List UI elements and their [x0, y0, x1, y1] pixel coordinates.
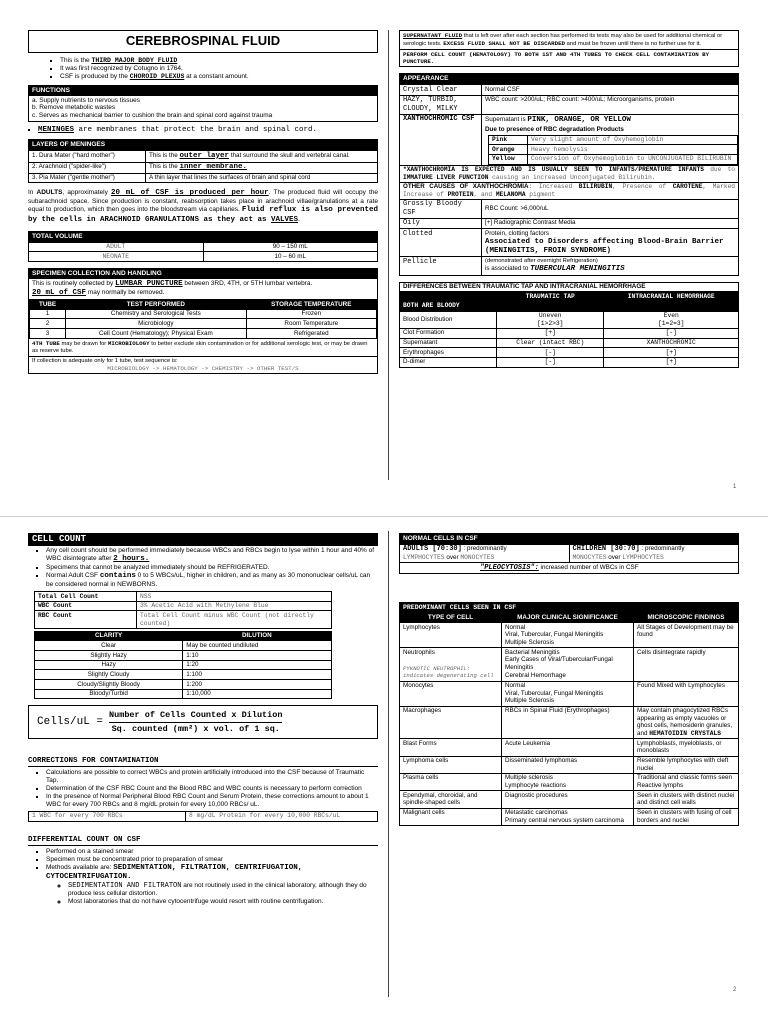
table-row: HAZY, TURBID, CLOUDY, MILKY WBC count: >200/uL; RBC count: >400/uL; Microorganisms, protein [400, 95, 739, 114]
table-row: XANTHOCHROMIC CSF Supernatant is PINK, ORANGE, OR YELLOW Due to presence of RBC degradation Products Pink Very slight amount of Oxyhemoglobin Orange Heavy hemolysis Yellow Conversion of Oxyhemoglobin to UNCONJUGATED BILIRUBIN [400, 114, 739, 165]
column-divider [388, 531, 389, 997]
differential-header: DIFFERENTIAL COUNT ON CSF [28, 836, 378, 846]
fourth-tube-note: 4TH TUBE may be drawn for MICROBIOLOGY to better exclude skin contamination or for additional serologic test, or may be drawn as reserve tube. [29, 339, 377, 357]
test-sequence: If collection is adequate only for 1 tube, test sequence is: MICROBIOLOGY -> HEMATOLOGY -> CHEMISTRY -> OTHER TEST/S [32, 357, 299, 373]
table-row: Pink Very slight amount of Oxyhemoglobin [489, 135, 738, 145]
count-reagent-table [34, 591, 332, 629]
page-1 [0, 0, 768, 506]
table-row: "PLEOCYTOSIS": increased number of WBCs in CSF [400, 563, 739, 574]
table-row: Yellow Conversion of Oxyhemoglobin to UNCONJUGATED BILIRUBIN [489, 154, 738, 164]
functions-header: FUNCTIONS [29, 86, 377, 96]
table-row: Total Cell Count NSS [35, 592, 332, 602]
table-row: Neutrophils PYKNOTIC NEUTROPHIL: indicates degenerating cell Bacterial Meningitis Early Cases of Viral/Tubercular/Fungal Meningitis Cerebral Hemorrhage Cells disintegrate rapidly [400, 648, 739, 681]
table-row: Oily [+] Radiographic Contrast Media [400, 218, 739, 229]
cell-count-header: CELL COUNT [28, 533, 378, 546]
page1-right-column [399, 30, 739, 368]
table-row: 3 Cell Count (Hematology); Physical Exam Refrigerated [30, 329, 377, 339]
document-title: CEREBROSPINAL FLUID [28, 30, 378, 53]
table-row: Clotted Protein, clotting factors Associated to Disorders affecting Blood-Brain Barrier (MENINGITIS, FROIN SYNDROME) [400, 229, 739, 257]
table-row: 2 Microbiology Room Temperature [30, 319, 377, 329]
table-row: Cloudy/Slightly Bloody 1:200 [35, 680, 332, 690]
table-row: RBC Count Total Cell Count minus WBC Count (not directly counted) [35, 611, 332, 628]
page-number: 1 [733, 484, 737, 490]
table-row: Blast Forms Acute Leukemia Lymphoblasts, myeloblasts, or monoblasts [400, 739, 739, 756]
page-2 [0, 516, 768, 1025]
table-row: Hazy 1:20 [35, 660, 332, 670]
table-row: Lymphoma cells Disseminated lymphomas Resemble lymphocytes with cleft nuclei [400, 756, 739, 773]
meninges-layers-table [28, 139, 378, 183]
function-item: a. Supply nutrients to nervous tissues [32, 96, 141, 104]
table-row: Monocytes Normal Viral, Tubercular, Fungal Meningitis Multiple Sclerosis Found Mixed with Lymphocytes [400, 681, 739, 706]
functions-box [28, 85, 378, 123]
table-row: Lymphocytes Normal Viral, Tubercular, Fungal Meningitis Multiple Sclerosis All Stages of Development may be found [400, 623, 739, 648]
traumatic-tap-vs-hemorrhage-table: DIFFERENCES BETWEEN TRAUMATIC TAP AND INTRACRANIAL HEMORRHAGE TRAUMATIC TAP INTRACRANIAL HEMORRHAGE BOTH ARE BLOODY Blood Distribution Uneven [1>2>3] Even [1=2=3] Clot Formation [+] [-] Supernatant Clear (intact RBC) XANTHOCHROMIC Erythrophages [-] [+] D-dimer [-] [+] [399, 282, 739, 368]
corrections-header: CORRECTIONS FOR CONTAMINATION [28, 757, 378, 767]
adult-production-paragraph: In ADULTS, approximately 20 mL of CSF is produced per hour. The produced fluid will occupy the subarachnoid space. Since production is constant, reabsorption takes place in arachnoid villae/granulations at a rate equal to production, which then goes into the bloodstream via capillaries. Fluid reflux is also prevented by the cells in ARACHNOID GRANULATIONS as they act as VALVES. [28, 189, 378, 224]
table-row: *XANTHOCHROMIA IS EXPECTED AND IS USUALLY SEEN TO INFANTS/PREMATURE INFANTS due to IMMATURE LIVER FUNCTION causing an increased Unconjugated Bilirubin. [400, 165, 739, 182]
table-row: Orange Heavy hemolysis [489, 145, 738, 155]
predominant-cells-table: PREDOMINANT CELLS SEEN IN CSF TYPE OF CELL MAJOR CLINICAL SIGNIFICANCE MICROSCOPIC FINDINGS Lymphocytes Normal Viral, Tubercular, Fungal Meningitis Multiple Sclerosis All Stages of Development may be found Neutrophils PYKNOTIC NEUTROPHIL: indicates degenerating cell Bacterial Meningitis Early Cases of Viral/Tubercular/Fungal Meningitis Cerebral Hemorrhage Cells disintegrate rapidly Monocytes Normal Viral, Tubercular, Fungal Meningitis Multiple Sclerosis Found Mixed with Lymphocytes Macrophages RBCs in Spinal Fluid (Erythrophages) May contain phagocytized RBCs appearing as empty vacuoles or ghost cells, hemosiderin granules, and HEMATOIDIN CRYSTALS Blast Forms Acute Leukemia Lymphoblasts, myeloblasts, or monoblasts Lymphoma cells Disseminated lymphomas Resemble lymphocytes with cleft nuclei Plasma cells Multiple sclerosis Lymphocyte reactions Traditional and classic forms seen Reactive lymphs Ependymal, choroidal, and spindle-shaped cells Diagnostic procedures Seen in clusters with distinct nuclei and distinct cell walls Malignant cells Metastatic carcinomas Primary central nervous system carcinoma Seen in clusters with fusing of cell borders and nuclei [399, 602, 739, 826]
function-item: c. Serves as mechanical barrier to cushion the brain and spinal cord against trauma [32, 112, 273, 120]
table-row: Plasma cells Multiple sclerosis Lymphocyte reactions Traditional and classic forms seen Reactive lymphs [400, 773, 739, 790]
correction-ratio-table [28, 811, 378, 822]
table-row: Pellicle (demonstrated after overnight Refrigeration) is associated to TUBERCULAR MENINGITIS [400, 257, 739, 275]
intro-list [28, 57, 378, 81]
specimen-collection-box: SPECIMEN COLLECTION AND HANDLING This is routinely collected by LUMBAR PUNCTURE between 3RD, 4TH, or 5TH lumbar vertebra. 20 mL of CSF may normally be removed. TUBE TEST PERFORMED STORAGE TEMPERATURE 1 Chemistry and Serological Tests Frozen 2 Microbiology Room Temperature 3 Cell Count (Hematology); Physical Exam Refrigerated 4TH TUBE may be drawn for MICROBIOLOGY to better exclude skin contamination or for additional serologic test, or may be drawn as reserve tube. If collection is adequate only for 1 tube, test sequence is: MICROBIOLOGY -> HEMATOLOGY -> CHEMISTRY -> OTHER TEST/S [28, 268, 378, 374]
table-row: Grossly Bloody CSF RBC Count: >6,000/uL [400, 199, 739, 218]
total-volume-table: TOTAL VOLUME ADULT 90 – 150 mL NEONATE 10 – 60 mL [28, 231, 378, 262]
table-row: Clot Formation [+] [-] [400, 328, 739, 338]
table-row: D-dimer [-] [+] [400, 357, 739, 367]
intro-item: ▪ This is the THIRD MAJOR BODY FLUID [60, 57, 378, 65]
table-row: NEONATE 10 – 60 mL [29, 252, 378, 262]
clarity-dilution-table: CLARITY DILUTION Clear May be counted undiluted Slightly Hazy 1:10 Hazy 1:20 Slightly Cloudy 1:100 Cloudy/Slightly Bloody 1:200 Bloody/Turbid 1:10,000 [34, 631, 332, 700]
function-item: b. Remove metabolic wastes [32, 104, 116, 112]
table-row: Supernatant Clear (intact RBC) XANTHOCHROMIC [400, 338, 739, 348]
normal-cells-table: NORMAL CELLS IN CSF ADULTS [70:30] : predominantly LYMPHOCYTES over MONOCYTES CHILDREN [30:70] : predominantly MONOCYTES over LYMPHOCYTES "PLEOCYTOSIS": increased number of WBCs in CSF [399, 533, 739, 574]
page-gap [0, 506, 768, 516]
cell-count-list: ▪ Any cell count should be performed immediately because WBCs and RBCs begin to lyse within 1 hour and 40% of WBC disintegrate after 2 hours. ▪ Specimens that cannot be analyzed immediately should be REFRIGERATED. ▪ Normal Adult CSF contains 0 to 5 WBCs/uL, higher in children, and as many as 30 mononuclear cells/uL can be considered normal in NEWBORNS. [28, 547, 378, 589]
layers-header: LAYERS OF MENINGES [29, 140, 378, 151]
table-row: ADULTS [70:30] : predominantly LYMPHOCYTES over MONOCYTES CHILDREN [30:70] : predominantly MONOCYTES over LYMPHOCYTES [400, 544, 739, 562]
supernatant-box: SUPERNATANT FLUID that is left over after each section has performed its tests may also be used for additional chemical or serologic tests. EXCESS FLUID SHALL NOT BE DISCARDED and must be frozen until there is no further use for it. PERFORM CELL COUNT (HEMATOLOGY) TO BOTH 1ST AND 4TH TUBES TO CHECK CELL CONTAMINATION BY PUNCTURE. [399, 30, 739, 67]
table-row: Crystal Clear Normal CSF [400, 85, 739, 96]
table-row: Clear May be counted undiluted [35, 641, 332, 651]
page2-left-column [28, 533, 378, 906]
table-row: Blood Distribution Uneven [1>2>3] Even [1=2=3] [400, 311, 739, 328]
table-row: Bloody/Turbid 1:10,000 [35, 689, 332, 699]
cell-count-formula: Cells/uL = Number of Cells Counted x Dilution Sq. counted (mm²) x vol. of 1 sq. [28, 705, 378, 739]
table-row: 3. Pia Mater ("gentle mother") A thin layer that lines the surfaces of brain and spinal cord [29, 173, 378, 183]
table-row: 2. Arachnoid ("spider-like") This is the inner membrane. [29, 162, 378, 173]
table-row: WBC Count 3% Acetic Acid with Methylene Blue [35, 601, 332, 611]
table-row: 1. Dura Mater ("hard mother") This is the outer layer that surround the skull and vertebral canal. [29, 151, 378, 162]
page-number: 2 [733, 987, 737, 993]
table-row: OTHER CAUSES OF XANTHOCHROMIA: Increased BILIRUBIN, Presence of CAROTENE, Marked Increase of PROTEIN, and MELANOMA pigment [400, 182, 739, 199]
intro-item: ▪ CSF is produced by the CHOROID PLEXUS at a constant amount. [60, 73, 378, 81]
tube-table: TUBE TEST PERFORMED STORAGE TEMPERATURE 1 Chemistry and Serological Tests Frozen 2 Microbiology Room Temperature 3 Cell Count (Hematology); Physical Exam Refrigerated [29, 299, 377, 339]
xantho-color-table [488, 135, 738, 165]
table-row: 1 WBC for every 700 RBCs 8 mg/dL Protein for every 10,000 RBCs/uL [29, 811, 378, 821]
table-row: Erythrophages [-] [+] [400, 348, 739, 358]
differential-list: ▪ Performed on a stained smear ▪ Specimen must be concentrated prior to preparation of smear ▪ Methods available are: SEDIMENTATION, FILTRATION, CENTRIFUGATION, CYTOCENTRIFUGATION. ◦ SEDIMENTATION AND FILTRATON are not routinely used in the clinical laboratory, although they do produce less cellular distortion. ◦ Most laboratories that do not have cytocentrifuge would resort with routine centrifugation. [28, 848, 378, 907]
table-row: Macrophages RBCs in Spinal Fluid (Erythrophages) May contain phagocytized RBCs appearing as empty vacuoles or ghost cells, hemosiderin granules, and HEMATOIDIN CRYSTALS [400, 706, 739, 739]
page2-right-column [399, 533, 739, 826]
table-row: Ependymal, choroidal, and spindle-shaped cells Diagnostic procedures Seen in clusters with distinct nuclei and distinct cell walls [400, 791, 739, 808]
table-row: Malignant cells Metastatic carcinomas Primary central nervous system carcinoma Seen in clusters with fusing of cell borders and nuclei [400, 808, 739, 825]
appearance-table: APPEARANCE Crystal Clear Normal CSF HAZY, TURBID, CLOUDY, MILKY WBC count: >200/uL; RBC count: >400/uL; Microorganisms, protein XANTHOCHROMIC CSF Supernatant is PINK, ORANGE, OR YELLOW Due to presence of RBC degradation Products Pink Very slight amount of Oxyhemoglobin Orange Heavy hemolysis Yellow Conversion of Oxyhemoglobin to UNCONJUGATED BILIRUBIN *XANTHOCHROMIA IS EXPECTED AND IS USUALLY SEEN TO INFANTS/PREMATURE INFANTS due to IMMATURE LIVER FUNCTION causing an increased Unconjugated Bilirubin. OTHER CAUSES OF XANTHOCHROMIA: Increased BILIRUBIN, Presence of CAROTENE, Marked Increase of PROTEIN, and MELANOMA pigment Grossly Bloody CSF RBC Count: >6,000/uL Oily [+] Radiographic Contrast Media Clotted Protein, clotting factors Associated to Disorders affecting Blood-Brain Barrier (MENINGITIS, FROIN SYNDROME) Pellicle (demonstrated after overnight Refrigeration) is associated to TUBERCULAR MENINGITIS [399, 73, 739, 275]
meninges-note: ▪ MENINGES are membranes that protect the brain and spinal cord. [28, 126, 378, 135]
corrections-list: ▪ Calculations are possible to correct WBCs and protein artificially introduced into the CSF because of Traumatic Tap. ▪ Determination of the CSF RBC Count and the Blood RBC and WBC counts is necessary to perform correction ▪ In the presence of Normal Peripheral Blood RBC Count and Serum Protein, these corrections amount to about 1 WBC for every 700 RBCs and 8 mg/dL protein for every 10,000 RBCs/ uL. [28, 769, 378, 809]
table-row: ADULT 90 – 150 mL [29, 242, 378, 252]
table-row: Slightly Cloudy 1:100 [35, 670, 332, 680]
column-divider [388, 30, 389, 480]
page1-left-column [28, 30, 378, 374]
table-row: Slightly Hazy 1:10 [35, 651, 332, 661]
intro-item: ▪ It was first recognized by Cotugno in 1764. [60, 65, 378, 73]
table-row: 1 Chemistry and Serological Tests Frozen [30, 309, 377, 319]
